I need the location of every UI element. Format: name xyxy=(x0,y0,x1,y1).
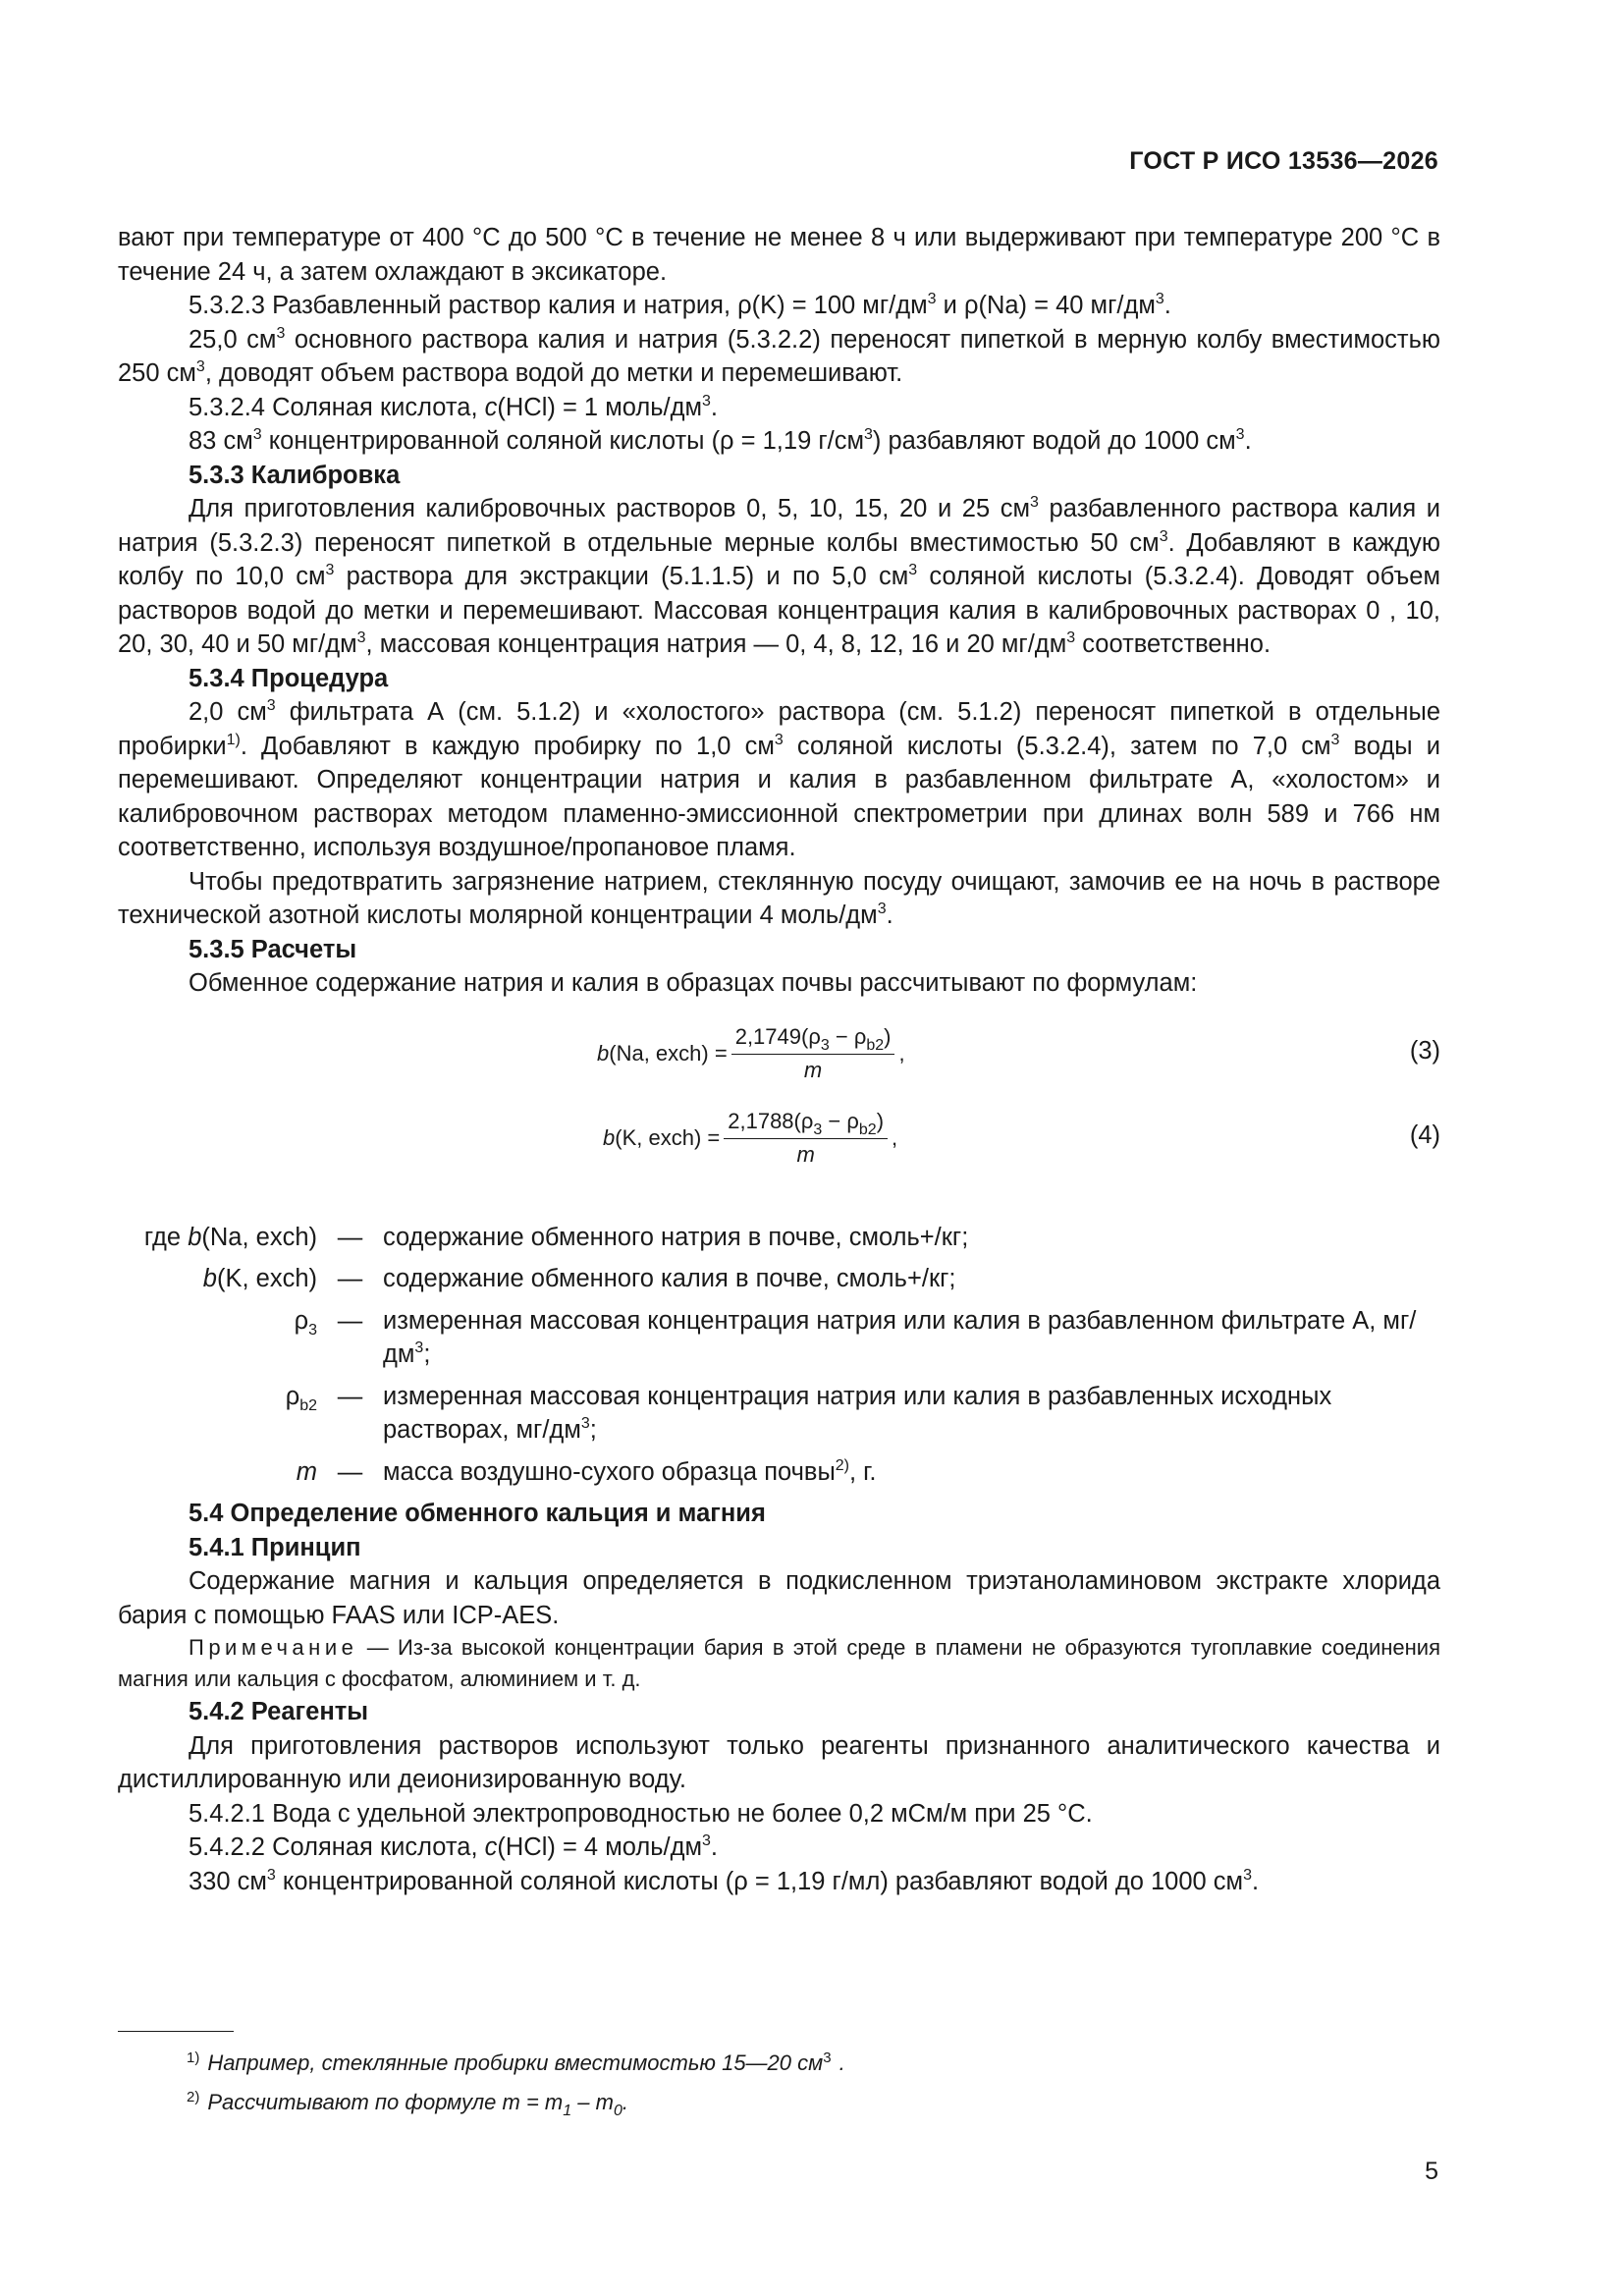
clause-5-4-2-2: 5.4.2.2 Соляная кислота, c(HCl) = 4 моль/$дм^3$. xyxy=(189,1832,719,1861)
clause-5-3-2-3: 5.3.2.3 Разбавленный раствор калия и натрия, ρ(K) = 100 $мг/дм^3$ и ρ(Na) = 40 $мг/дм^3$. xyxy=(189,291,1171,319)
paragraph-hcl-dilution: 83 $см^3$ концентрированной соляной кислоты (ρ = 1,19 $г/см^3$) разбавляют водой до 1000 $см^3$. xyxy=(189,426,1252,455)
heading-5-4: 5.4 Определение обменного кальция и магния xyxy=(189,1500,766,1527)
page-number: 5 xyxy=(1425,2158,1438,2185)
document-body xyxy=(118,221,1440,1898)
footnote-ref-1: 1) xyxy=(226,731,241,748)
heading-5-3-4: 5.3.4 Процедура xyxy=(189,664,389,692)
definition-row: $\rho_{b2}$ — измеренная массовая концентрация натрия или калия в разбавленных исходных растворах, $мг/дм^3$; xyxy=(285,1382,1332,1444)
formula-number: (3) xyxy=(1409,1036,1440,1065)
formula-4 xyxy=(118,1099,1440,1183)
note: Примечание — Из-за высокой концентрации бария в этой среде в пламени не образуются тугоплавкие соединения магния или кальция с фосфатом, алюминием и т. д. xyxy=(118,1635,1440,1691)
clause-5-4-2-1: 5.4.2.1 Вода с удельной электропроводностью не более 0,2 мСм/м при 25 °С. xyxy=(189,1799,1093,1828)
formula-expression: b ( K, exch ) = $\frac{2,1788(\rho_3 - \rho_{b2})}{m}$ , xyxy=(603,1107,897,1171)
paragraph-hcl2-dilution: 330 $см^3$ концентрированной соляной кислоты (ρ = 1,19 г/мл) разбавляют водой до 1000 $см^3$. xyxy=(189,1866,1260,1895)
symbol-definitions xyxy=(118,1221,1440,1490)
formula-fraction: $\frac{2,1788(\rho_3 - \rho_{b2})}{m}$ xyxy=(724,1107,888,1171)
clause-5-3-2-4: 5.3.2.4 Соляная кислота, c(HCl) = 1 моль/$дм^3$. xyxy=(189,392,719,421)
heading-5-4-2: 5.4.2 Реагенты xyxy=(189,1698,369,1725)
paragraph-procedure: 2,0 $см^3$ фильтрата А (см. 5.1.2) и «холостого» раствора (см. 5.1.2) переносят пипеткой в отдельные пробирки$^{1)}$. Добавляют в каждую пробирку по 1,0 $см^3$ соляной кислоты (5.3.2.4), затем по 7,0 $см^3$ воды и перемешивают. Определяют концентрации натрия и калия в разбавленном фильтрате А, «холостом» и калибровочном растворах методом пламенно-эмиссионной спектрометрии при длинах волн 589 и 766 нм соответственно, используя воздушное/пропановое пламя. xyxy=(118,697,1440,861)
formula-expression: b ( Na, exch ) = $\frac{2,1749(\rho_3 - \rho_{b2})}{m}$ , xyxy=(597,1022,905,1086)
paragraph-calculation: Обменное содержание натрия и калия в образцах почвы рассчитывают по формулам: xyxy=(189,969,1198,997)
definition-row: m — масса воздушно-сухого образца почвы$^{2)}$, г. xyxy=(296,1456,877,1486)
formula-3 xyxy=(118,1014,1440,1099)
footnote-ref-2: 2) xyxy=(835,1456,850,1474)
heading-5-3-3: 5.3.3 Калибровка xyxy=(189,461,401,489)
definition-row: где b(Na, exch) — содержание обменного натрия в почве, смоль+/кг; xyxy=(143,1223,969,1251)
footnote-separator xyxy=(118,2031,234,2032)
formula-fraction: $\frac{2,1749(\rho_3 - \rho_{b2})}{m}$ xyxy=(731,1022,895,1086)
formula-number: (4) xyxy=(1409,1121,1440,1149)
heading-5-3-5: 5.3.5 Расчеты xyxy=(189,935,357,963)
paragraph-reagents: Для приготовления растворов используют только реагенты признанного аналитического качества и дистиллированную или деионизированную воду. xyxy=(118,1731,1440,1793)
footnote-2: $^{2)}$ Рассчитывают по формуле $m = m_1 - m_0$. xyxy=(187,2089,628,2119)
document-header: ГОСТ Р ИСО 13536—2026 xyxy=(1129,147,1438,175)
note-label: Примечание xyxy=(189,1635,358,1660)
footnote-1: $^{1)}$ Например, стеклянные пробирки вместимостью 15—20 $см^3$ . xyxy=(187,2050,845,2075)
paragraph-cleaning: Чтобы предотвратить загрязнение натрием, стеклянную посуду очищают, замочив ее на ночь в растворе технической азотной кислоты молярной концентрации 4 моль/$дм^3$. xyxy=(118,867,1440,929)
paragraph-calibration: Для приготовления калибровочных растворов 0, 5, 10, 15, 20 и 25 $см^3$ разбавленного раствора калия и натрия (5.3.2.3) переносят пипеткой в отдельные мерные колбы вместимостью 50 $см^3$. Добавляют в каждую колбу по 10,0 $см^3$ раствора для экстракции (5.1.1.5) и по 5,0 $см^3$ соляной кислоты (5.3.2.4). Доводят объем растворов водой до метки и перемешивают. Массовая концентрация калия в калибровочных растворах 0 , 10, 20, 30, 40 и 50 $мг/дм^3$, массовая концентрация натрия — 0, 4, 8, 12, 16 и 20 $мг/дм^3$ соответственно. xyxy=(118,494,1440,658)
paragraph-continuation: вают при температуре от 400 °С до 500 °С в течение не менее 8 ч или выдерживают при температуре 200 °С в течение 24 ч, а затем охлаждают в эксикаторе. xyxy=(118,224,1440,286)
paragraph-principle: Содержание магния и кальция определяется в подкисленном триэтаноламиновом экстракте хлорида бария с помощью FAAS или ICP-AES. xyxy=(118,1567,1440,1629)
heading-5-4-1: 5.4.1 Принцип xyxy=(189,1533,361,1561)
definition-row: b(K, exch) — содержание обменного калия в почве, смоль+/кг; xyxy=(202,1265,956,1292)
definition-row: $\rho_3$ — измеренная массовая концентрация натрия или калия в разбавленном фильтрате А, $мг/дм^3$; xyxy=(294,1306,1417,1368)
paragraph-dilution: 25,0 $см^3$ основного раствора калия и натрия (5.3.2.2) переносят пипеткой в мерную колбу вместимостью 250 $см^3$, доводят объем раствора водой до метки и перемешивают. xyxy=(118,324,1441,387)
